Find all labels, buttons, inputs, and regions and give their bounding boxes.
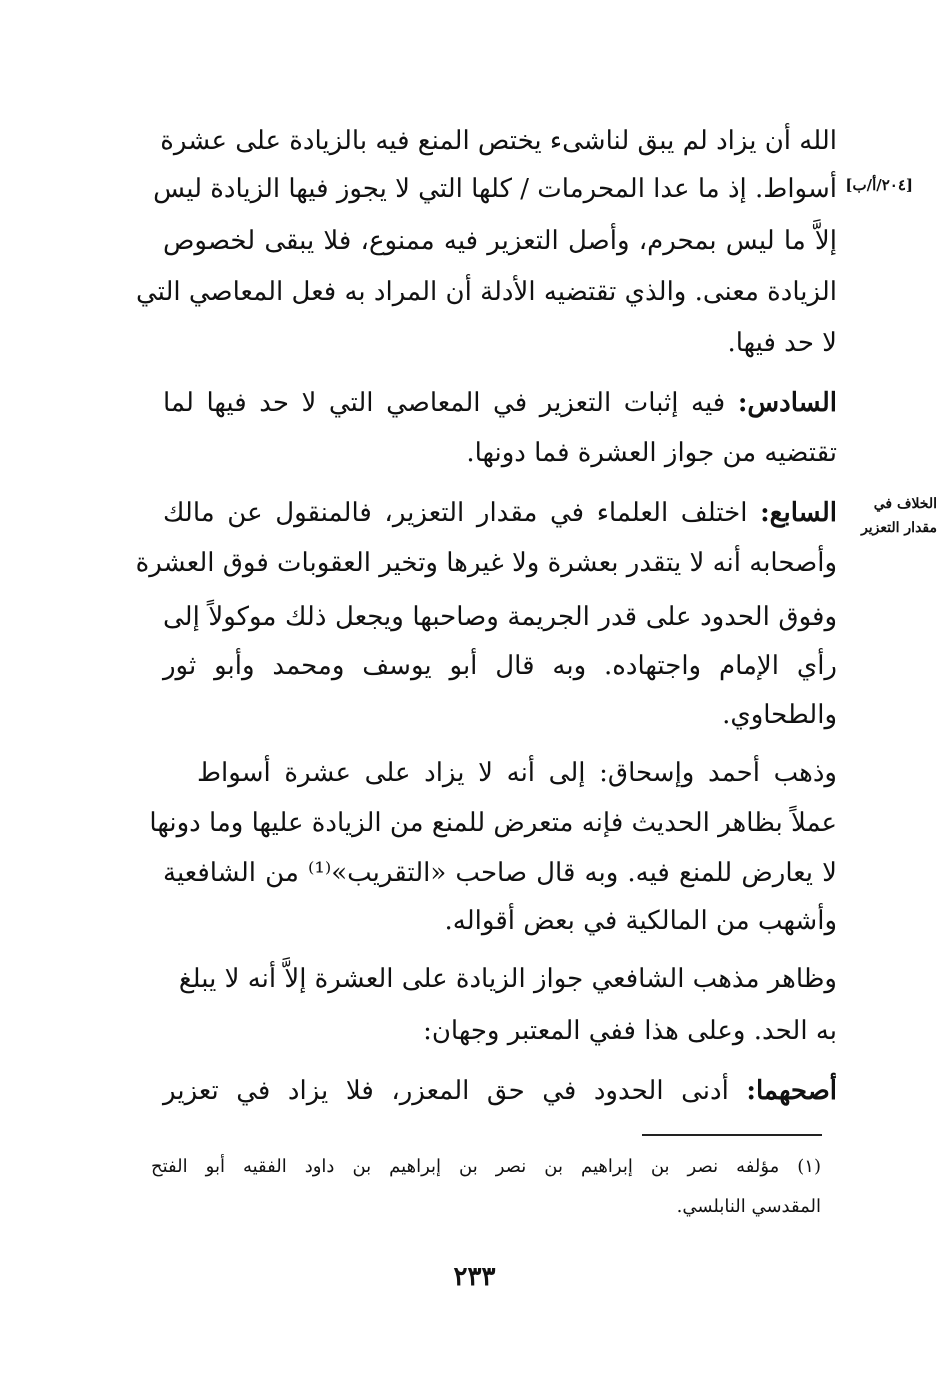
margin-note: مقدار التعزير — [861, 520, 937, 536]
section-lead: السابع: — [760, 498, 838, 528]
text-line: إلاَّ ما ليس بمحرم، وأصل التعزير فيه ممنوع، فلا يبقى لخصوص — [163, 226, 837, 256]
text-line: الزيادة معنى. والذي تقتضيه الأدلة أن المراد به فعل المعاصي التي — [135, 277, 837, 307]
text-line: الله أن يزاد لم يبق لناشىء يختص المنع فيه بالزيادة على عشرة — [160, 126, 837, 156]
text-line: رأي الإمام واجتهاده. وبه قال أبو يوسف ومحمد وأبو ثور — [163, 651, 837, 681]
page-number: ٢٣٣ — [453, 1262, 496, 1292]
text-run: أدنى الحدود في حق المعزر، فلا يزاد في تعزير — [163, 1076, 729, 1106]
text-line: به الحد. وعلى هذا ففي المعتبر وجهان: — [423, 1016, 837, 1046]
footnote-line: المقدسي النابلسي. — [676, 1196, 821, 1217]
folio-reference: [٢٠٤/أ/ب] — [845, 176, 913, 194]
text-line: لا حد فيها. — [727, 328, 837, 358]
text-run: فيه إثبات التعزير في المعاصي التي لا حد فيها لما — [163, 388, 726, 418]
footnote-rule — [642, 1134, 822, 1136]
text-line: وفوق الحدود على قدر الجريمة وصاحبها ويجعل ذلك موكولاً إلى — [163, 602, 837, 632]
text-line — [163, 390, 837, 416]
section-lead: السادس: — [737, 388, 837, 418]
text-line: عملاً بظاهر الحديث فإنه متعرض للمنع من الزيادة عليها وما دونها — [149, 808, 837, 838]
section-lead: أصحهما: — [746, 1076, 838, 1106]
text-line: وأصحابه أنه لا يتقدر بعشرة ولا غيرها وتخير العقوبات فوق العشرة — [135, 548, 837, 578]
text-run: اختلف العلماء في مقدار التعزير، فالمنقول عن مالك — [163, 498, 748, 528]
text-line — [163, 500, 837, 526]
footnote-line: (١) مؤلفه نصر بن إبراهيم بن نصر بن إبراهيم بن داود الفقيه أبو الفتح — [151, 1156, 821, 1177]
text-line: وذهب أحمد وإسحاق: إلى أنه لا يزاد على عشرة أسواط — [197, 758, 837, 788]
text-line: والطحاوي. — [722, 700, 837, 730]
margin-note: الخلاف في — [873, 496, 937, 512]
text-line: وظاهر مذهب الشافعي جواز الزيادة على العشرة إلاَّ أنه لا يبلغ — [178, 964, 837, 994]
text-line: وأشهب من المالكية في بعض أقواله. — [444, 906, 837, 936]
text-line — [163, 1078, 837, 1104]
text-line: لا يعارض للمنع فيه. وبه قال صاحب «التقريب»⁽¹⁾ من الشافعية — [163, 858, 838, 888]
text-line: تقتضيه من جواز العشرة فما دونها. — [466, 438, 837, 468]
text-line: أسواط. إذ ما عدا المحرمات / كلها التي لا يجوز فيها الزيادة ليس — [153, 174, 837, 204]
